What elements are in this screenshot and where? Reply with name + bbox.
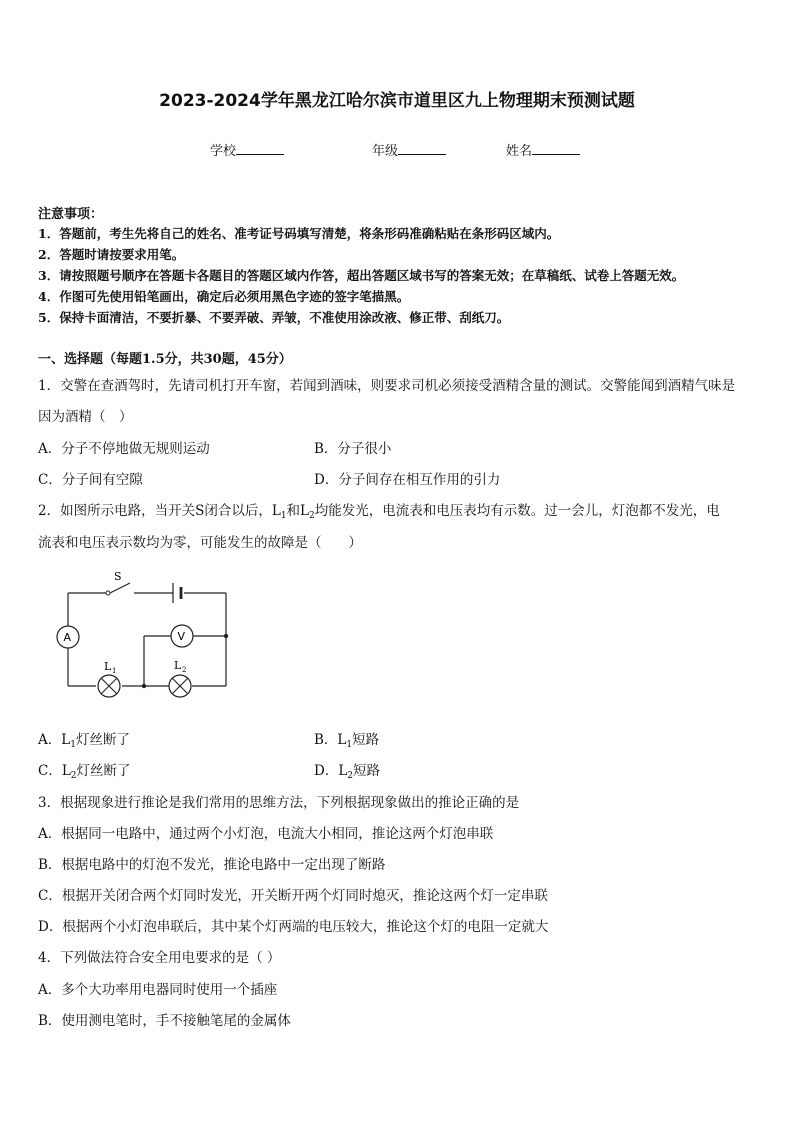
switch-contact [106,591,110,595]
grade-field [372,140,446,159]
section-heading: 一、选择题（每题1.5分，共30题，45分） [38,352,292,367]
grade-label: 年级 [372,144,399,159]
q1-option-b[interactable]: B．分子很小 [314,441,392,457]
junction-dot [224,634,228,638]
q3-option-b[interactable]: B．根据电路中的灯泡不发光，推论电路中一定出现了断路 [38,857,386,873]
q2-stem-line1: 2．如图所示电路，当开关S闭合以后，$L_1$和$L_2$均能发光，电流表和电压表均有示数。过一会儿，灯泡都不发光，电 [38,503,720,521]
name-field [506,140,580,159]
ammeter-label: A [63,631,72,644]
circuit-diagram [48,568,248,708]
q3-option-a[interactable]: A．根据同一电路中，通过两个小灯泡，电流大小相同，推论这两个灯泡串联 [38,826,494,842]
lamp1-subscript: 1 [112,667,117,675]
lamp2-label: L [174,659,182,672]
q4-option-b[interactable]: B．使用测电笔时，手不接触笔尾的金属体 [38,1013,291,1029]
note-item: 4．作图可先使用铅笔画出，确定后必须用黑色字迹的签字笔描黑。 [38,289,410,304]
q1-option-d[interactable]: D．分子间存在相互作用的引力 [314,472,501,488]
voltmeter-label: V [177,630,186,643]
page-title: 2023-2024学年黑龙江哈尔滨市道里区九上物理期末预测试题 [159,91,635,111]
switch-blade [110,583,130,593]
q1-option-a[interactable]: A．分子不停地做无规则运动 [38,441,210,457]
name-blank[interactable] [532,142,580,155]
note-item: 1．答题前，考生先将自己的姓名、准考证号码填写清楚，将条形码准确粘贴在条形码区域内。 [38,226,560,241]
note-item: 5．保持卡面清洁，不要折暴、不要弄破、弄皱，不准使用涂改液、修正带、刮纸刀。 [38,310,510,325]
school-label: 学校 [210,144,237,159]
q1-stem-line1: 1．交警在查酒驾时，先请司机打开车窗，若闻到酒味，则要求司机必须接受酒精含量的测试。交警能闻到酒精气味是 [38,378,736,394]
q3-option-c[interactable]: C．根据开关闭合两个灯同时发光，开关断开两个灯同时熄灭，推论这两个灯一定串联 [38,888,548,904]
note-item: 2．答题时请按要求用笔。 [38,247,185,262]
note-item: 3．请按照题号顺序在答题卡各题目的答题区域内作答，超出答题区域书写的答案无效；在草稿纸、试卷上答题无效。 [38,268,685,283]
school-blank[interactable] [236,142,284,155]
lamp2-subscript: 2 [182,666,187,674]
q4-option-a[interactable]: A．多个大功率用电器同时使用一个插座 [38,982,278,998]
lamp2-icon [169,675,191,697]
q2-option-b[interactable]: B．$L_1$短路 [314,732,380,750]
q2-option-a[interactable]: A．$L_1$灯丝断了 [38,732,130,750]
q2-option-d[interactable]: D．$L_2$短路 [314,763,381,781]
q2-stem-line2: 流表和电压表示数均为零，可能发生的故障是（ ） [38,535,362,551]
name-label: 姓名 [506,144,533,159]
q2-option-c[interactable]: C．$L_2$灯丝断了 [38,763,131,781]
school-field [210,140,284,159]
notes-title: 注意事项： [38,207,104,222]
q3-option-d[interactable]: D．根据两个小灯泡串联后，其中某个灯两端的电压较大，推论这个灯的电阻一定就大 [38,919,549,935]
grade-blank[interactable] [398,142,446,155]
switch-label: S [114,570,122,583]
lamp1-label: L [104,660,112,673]
lamp1-icon [98,675,120,697]
junction-dot [142,684,146,688]
q1-stem-line2: 因为酒精（ ） [38,409,133,425]
q1-option-c[interactable]: C．分子间有空隙 [38,472,143,488]
q3-stem: 3．根据现象进行推论是我们常用的思维方法，下列根据现象做出的推论正确的是 [38,795,520,811]
q4-stem: 4．下列做法符合安全用电要求的是（ ） [38,950,281,966]
